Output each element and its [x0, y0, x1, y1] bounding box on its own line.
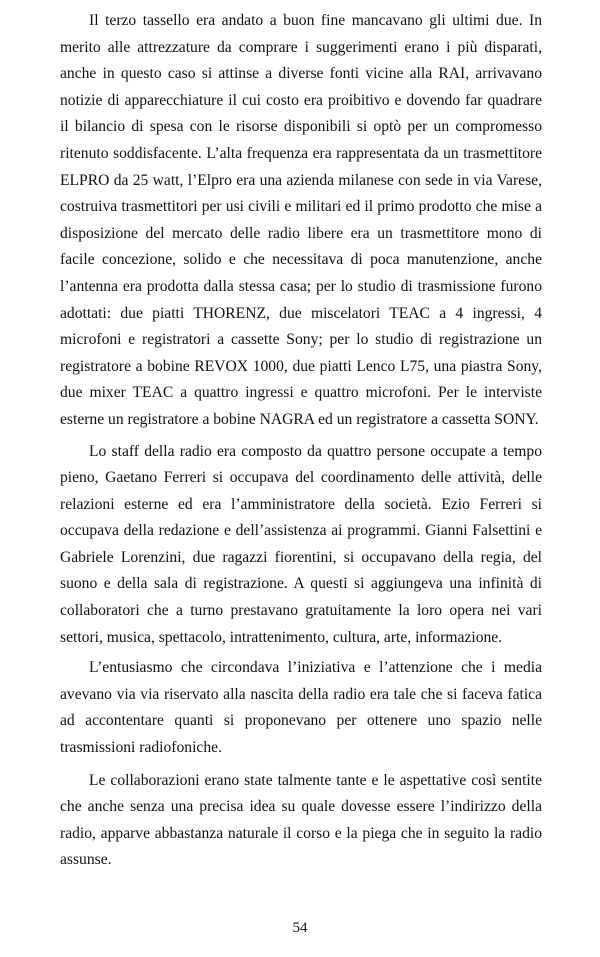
paragraph-equipment: Il terzo tassello era andato a buon fine mancavano gli ultimi due. In merito alle attrezzature da comprare i suggerimenti erano i più disparati, anche in questo caso si attinse a diverse fonti vicine alla RAI, arrivavano notizie di apparecchiature il cui costo era proibitivo e dovendo far quadrare il bilancio di spesa con le risorse disponibili si optò per un compromesso ritenuto soddisfacente. L’alta frequenza era rappresentata da un trasmettitore ELPRO da 25 watt, l’Elpro era una azienda milanese con sede in via Varese, costruiva trasmettitori per usi civili e militari ed il primo prodotto che mise a disposizione del mercato delle radio libere era un trasmettitore mono di facile concezione, solido e che necessitava di poca manutenzione, anche l’antenna era prodotta dalla stessa casa; per lo studio di trasmissione furono adottati: due piatti THORENZ, due miscelatori TEAC a 4 ingressi, 4 microfoni e registratori a cassette Sony; per lo studio di registrazione un registratore a bobine REVOX 1000, due piatti Lenco L75, una piastra Sony, due mixer TEAC a quattro ingressi e quattro microfoni. Per le interviste esterne un registratore a bobine NAGRA ed un registratore a cassetta SONY. [60, 12, 542, 428]
paragraph-enthusiasm: L’entusiasmo che circondava l’iniziativa e l’attenzione che i media avevano via via riservato alla nascita della radio era tale che si faceva fatica ad accontentare quanti si proponevano per ottenere uno spazio nelle trasmissioni radiofoniche. [60, 659, 542, 757]
page-number: 54 [292, 920, 308, 936]
paragraph-staff: Lo staff della radio era composto da quattro persone occupate a tempo pieno, Gaetano Ferreri si occupava del coordinamento delle attività, delle relazioni esterne ed era l’amministratore della società. Ezio Ferreri si occupava della redazione e dell’assistenza ai programmi. Gianni Falsettini e Gabriele Lorenzini, due ragazzi fiorentini, si occupavano della regia, del suono e della sala di registrazione. A questi si aggiungeva una infinità di collaboratori che a turno prestavano gratuitamente la loro opera nei vari settori, musica, spettacolo, intrattenimento, cultura, arte, informazione. [60, 442, 542, 646]
document-page [60, 8, 542, 874]
paragraph-collaborations: Le collaborazioni erano state talmente tante e le aspettative così sentite che anche senza una precisa idea su quale dovesse essere l’indirizzo della radio, apparve abbastanza naturale il corso e la piega che in seguito la radio assunse. [60, 771, 542, 869]
